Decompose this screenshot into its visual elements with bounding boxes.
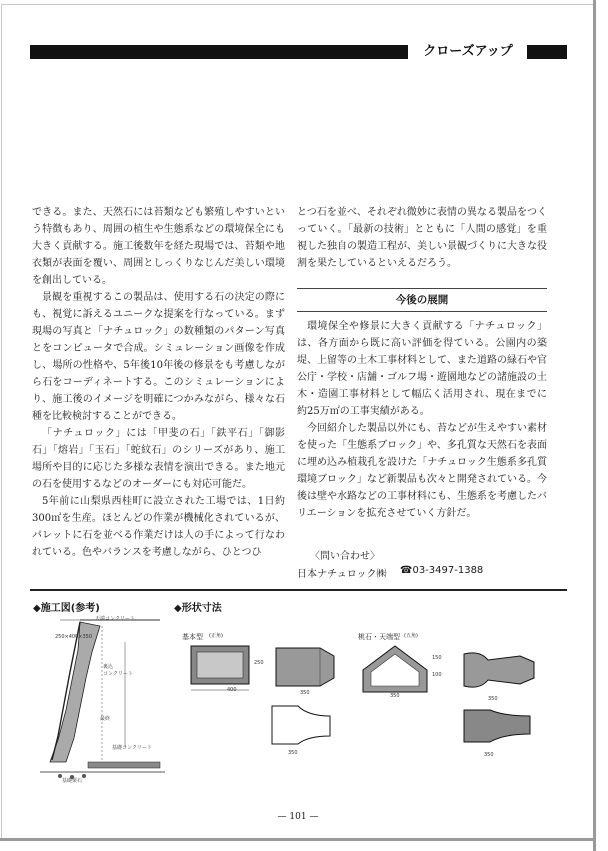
corner-type-label: 桃石・天端型 — [358, 633, 400, 641]
dim-350-side: 350 — [488, 696, 498, 702]
corner-type-top-view — [460, 702, 540, 748]
label-dims: 250×400×350 — [55, 634, 93, 640]
paragraph: 景観を重視するこの製品は、使用する石の決定の際にも、視覚に訴えるユニークな提案を行なっている。まず現場の写真と「ナチュロック」の数種類のパターン写真とをコンピュータで合成。シミュレーション画像を作成し、場所の性格や、5年後10年後の修景をも考慮しながら石をコーディネートする。このシミュレーションにより、施工後のイメージを明確につかみながら、様々な石種を比較検討することができる。 — [32, 292, 285, 422]
contact-phone: ☎03-3497-1388 — [400, 565, 484, 576]
paragraph: 「ナチュロック」には「甲斐の石」「鉄平石」「御影石」「熔岩」「玉石」「蛇紋石」のシリーズがあり、施工場所や目的に応じた多様な表情を演出できる。また地元の石を使用するなどのオーダーにも対応可能だ。 — [32, 428, 285, 490]
dim-350-corner: 350 — [390, 693, 400, 699]
label-kiso: 基礎コンクリート — [112, 745, 152, 751]
paragraph: とつ石を並べ、それぞれ微妙に表情の異なる製品をつくっていく。「最新の技術」とともに「人間の感覚」を重視した独自の製造工程が、美しい景観づくりに大きな役割を果たしているといえるだろう。 — [297, 207, 547, 269]
dim-350: 350 — [300, 690, 310, 696]
dim-100: 100 — [432, 672, 442, 678]
corner-type-side-view — [460, 640, 540, 696]
contact-company: 日本ナチュロック㈱ — [297, 569, 387, 580]
label-ura-2: コンクリート — [103, 671, 133, 677]
right-column-section — [297, 318, 547, 522]
header-bar — [30, 45, 408, 59]
paragraph: 5年前に山梨県西桂町に設立された工場では、1日約300㎡を生産。ほとんどの作業が機械化されているが、パレットに石を並べる作業だけは人の手によって行なわれている。色やバランスを考慮しながら、ひとつひ — [32, 496, 285, 558]
basic-type-side-view — [272, 642, 342, 694]
section-heading: 今後の展開 — [297, 288, 547, 312]
page-shadow-right — [593, 0, 596, 851]
label-ura: 裏込 — [103, 664, 114, 670]
label-kiban: 基礎栗石 — [62, 778, 83, 784]
right-column-top — [297, 204, 547, 272]
section-label: クローズアップ — [423, 44, 513, 59]
dim-400: 400 — [227, 687, 237, 693]
corner-type-sub: (五角) — [404, 633, 418, 639]
paragraph: 今回紹介した製品以外にも、苔などが生えやすい素材を使った「生態系ブロック」や、多孔質な天然石を表面に埋め込み植栽孔を設けた「ナチュロック生態系多孔質環境ブロック」など新製品も次々と開発されている。今後は壁や水路などの工事材料にも、生態系を考慮したバリエーションを拡充させていく方針だ。 — [297, 423, 547, 519]
dim-350-corner-top: 350 — [484, 752, 494, 758]
basic-type-top-view — [268, 702, 338, 748]
dim-350-top: 350 — [288, 750, 298, 756]
shape-figure-title: ◆形状寸法 — [174, 603, 222, 614]
paragraph: できる。また、天然石には苔類なども繁殖しやすいという特徴もあり、周囲の植生や生態系などの環境保全にも大きく貢献する。施工後数年を経た現場では、苔類や地衣類が表面を覆い、周囲としっくりなじんだ美しい環境を創出している。 — [32, 207, 285, 286]
paragraph: 環境保全や修景に大きく貢献する「ナチュロック」は、各方面から既に高い評価を得ている。公園内の築堤、上留等の土木工事材料として、また道路の緑石や官公庁・学校・店舗・ゴルフ場・遊園地などの諸施設の土木・造園工事材料として幅広く活用され、現在までに約25万㎡の工事実績がある。 — [297, 321, 547, 417]
dim-150: 150 — [432, 655, 442, 661]
left-column — [32, 204, 285, 561]
page-border-left — [1, 4, 2, 838]
construction-figure-title: ◆施工図(参考) — [33, 603, 100, 614]
label-tenba: 天端コンクリート — [95, 616, 135, 622]
page-number: — 101 — — [277, 812, 319, 822]
basic-type-sub: (正角) — [209, 633, 223, 639]
contact-title: 〈問い合わせ〉 — [310, 551, 380, 562]
page-border-top — [1, 4, 593, 5]
basic-type-label: 基本型 — [182, 633, 203, 641]
header-bar-end — [527, 45, 567, 59]
basic-type-front-view — [185, 642, 255, 694]
page-shadow-bottom — [0, 838, 596, 841]
figure-divider — [30, 589, 567, 591]
label-saishu: 最終 — [100, 716, 111, 722]
dim-250: 250 — [254, 660, 264, 666]
